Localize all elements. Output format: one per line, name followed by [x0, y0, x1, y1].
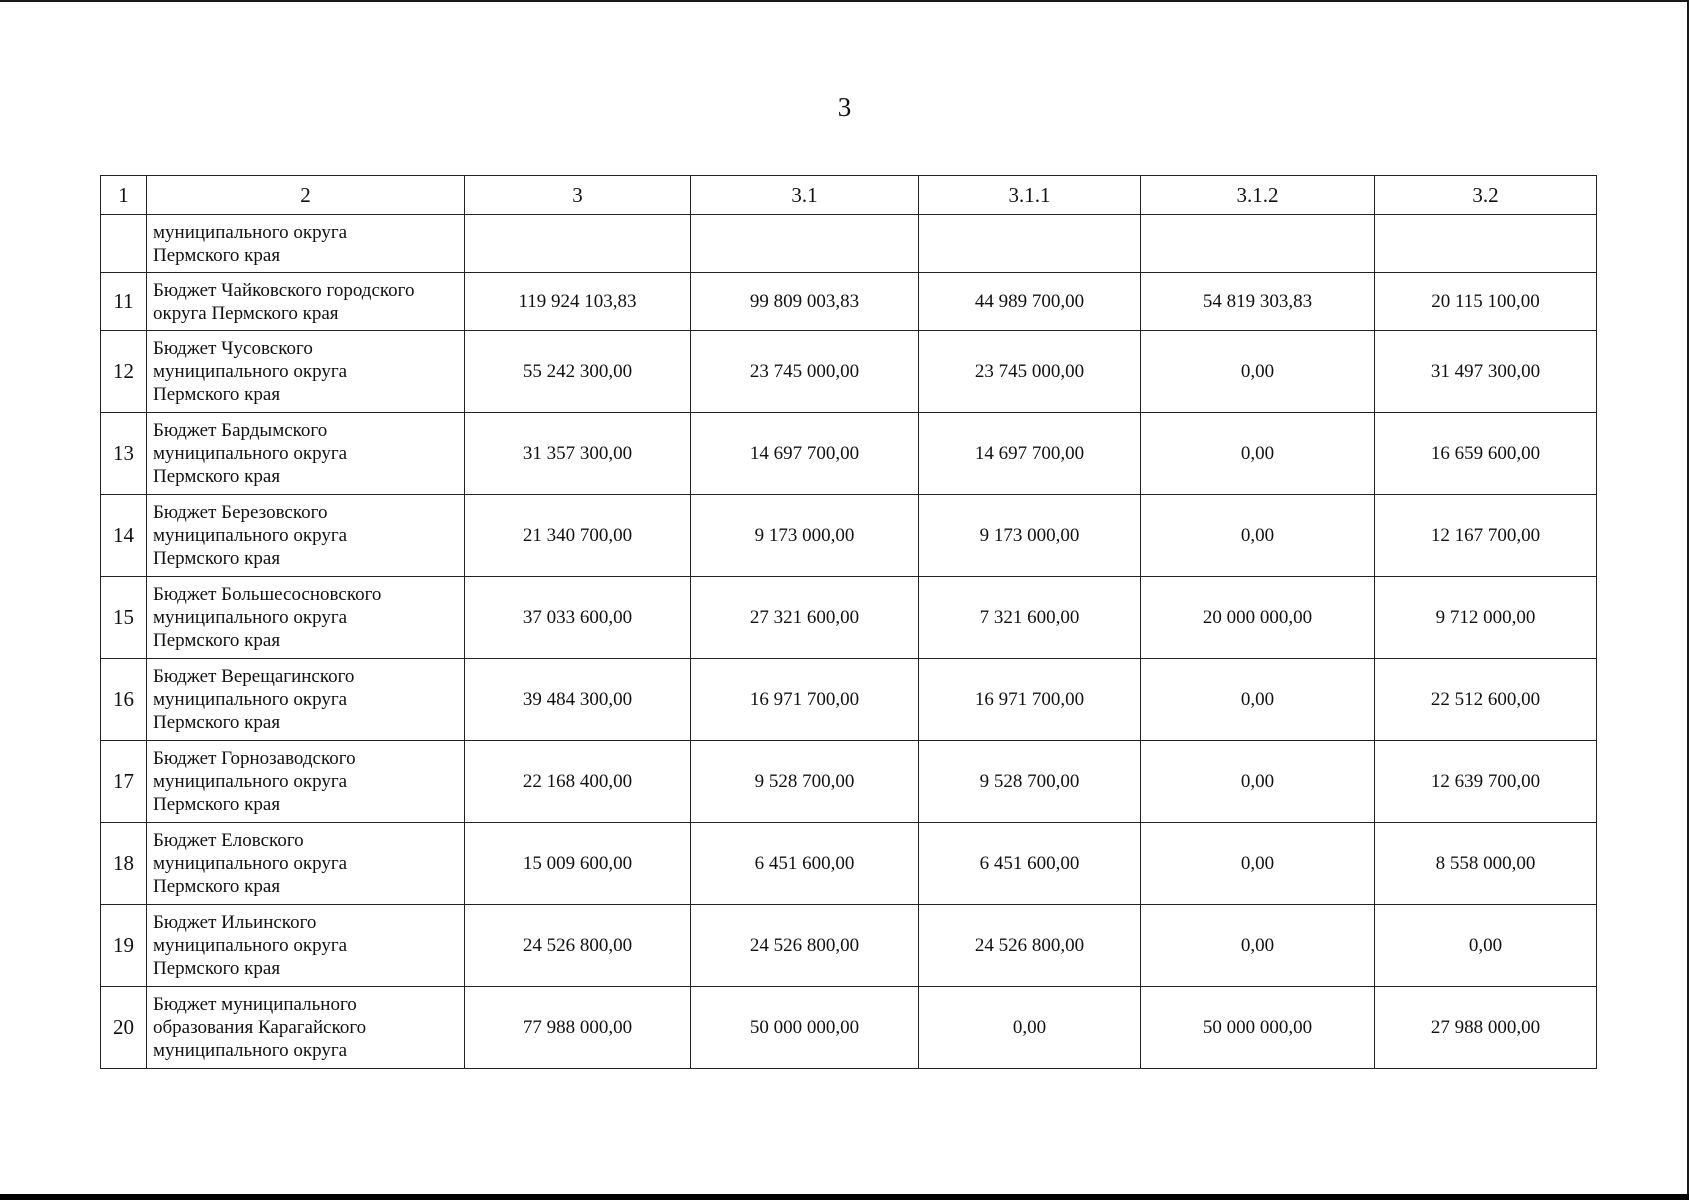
budget-name-cell: [147, 659, 465, 741]
header-cell-col3-1-2: 3.1.2: [1141, 176, 1375, 215]
scan-edge-top: [0, 0, 1689, 2]
table-row: [101, 905, 1597, 987]
row-number-cell: [101, 215, 147, 273]
amount-cell-col3: 37 033 600,00: [465, 577, 691, 659]
budget-name-line: Бюджет Чайковского городского: [153, 279, 415, 301]
budget-name-line: муниципального округа: [153, 221, 348, 243]
amount-cell-col3-1-2: 0,00: [1141, 413, 1375, 495]
header-cell-col1: 1: [101, 176, 147, 215]
amount-cell-col3-1-1: 24 526 800,00: [919, 905, 1141, 987]
amount-cell-col3-1: [691, 215, 919, 273]
amount-cell-col3-2: 27 988 000,00: [1375, 987, 1597, 1069]
budget-name-line: Пермского края: [153, 712, 281, 733]
budget-name-line: Бюджет Бардымского: [153, 420, 328, 441]
row-number-cell: 16: [101, 659, 147, 741]
budget-name-line: Пермского края: [153, 958, 281, 979]
budget-name-line: муниципального округа: [153, 935, 348, 956]
budget-name-cell: [147, 495, 465, 577]
amount-cell-col3-2: 12 639 700,00: [1375, 741, 1597, 823]
header-row: [101, 176, 1597, 215]
budget-name-line: муниципального округа: [153, 525, 348, 546]
amount-cell-col3-1: 24 526 800,00: [691, 905, 919, 987]
amount-cell-col3: [465, 215, 691, 273]
header-cell-col3-1-1: 3.1.1: [919, 176, 1141, 215]
budget-name-line: Бюджет Большесосновского: [153, 584, 382, 605]
budget-name-line: Бюджет Еловского: [153, 830, 304, 851]
row-number-cell: 13: [101, 413, 147, 495]
budget-name-line: Пермского края: [153, 548, 281, 569]
amount-cell-col3-1-1: 16 971 700,00: [919, 659, 1141, 741]
budget-name-line: муниципального округа: [153, 443, 348, 464]
amount-cell-col3: 119 924 103,83: [465, 273, 691, 331]
amount-cell-col3-1-1: [919, 215, 1141, 273]
amount-cell-col3-1-1: 23 745 000,00: [919, 331, 1141, 413]
table-row: [101, 331, 1597, 413]
budget-name-cell: [147, 331, 465, 413]
amount-cell-col3-1: 14 697 700,00: [691, 413, 919, 495]
amount-cell-col3-1-2: [1141, 215, 1375, 273]
budget-name-line: Пермского края: [153, 876, 281, 897]
scan-edge-bottom: [0, 1194, 1689, 1200]
amount-cell-col3: 55 242 300,00: [465, 331, 691, 413]
budget-name-line: Пермского края: [153, 630, 281, 651]
amount-cell-col3-1-1: 9 173 000,00: [919, 495, 1141, 577]
amount-cell-col3-1: 9 528 700,00: [691, 741, 919, 823]
amount-cell-col3-1-1: 9 528 700,00: [919, 741, 1141, 823]
table-row: [101, 273, 1597, 331]
amount-cell-col3-1: 9 173 000,00: [691, 495, 919, 577]
amount-cell-col3-1: 27 321 600,00: [691, 577, 919, 659]
header-cell-col3-1: 3.1: [691, 176, 919, 215]
table-row: [101, 413, 1597, 495]
table-body: [101, 215, 1597, 1069]
amount-cell-col3-1-2: 0,00: [1141, 823, 1375, 905]
table-row: [101, 577, 1597, 659]
budget-name-line: муниципального округа: [153, 853, 348, 874]
budget-name-line: Бюджет Горнозаводского: [153, 748, 356, 769]
row-number-cell: 11: [101, 273, 147, 331]
budget-name-cell: [147, 823, 465, 905]
amount-cell-col3-1-2: 0,00: [1141, 905, 1375, 987]
budget-name-cell: [147, 987, 465, 1069]
budget-table: [100, 175, 1597, 1069]
table-row: [101, 741, 1597, 823]
amount-cell-col3: 21 340 700,00: [465, 495, 691, 577]
amount-cell-col3-1-2: 50 000 000,00: [1141, 987, 1375, 1069]
row-number-cell: 14: [101, 495, 147, 577]
budget-name-line: Бюджет Березовского: [153, 502, 328, 523]
budget-name-line: образования Карагайского: [153, 1017, 367, 1038]
amount-cell-col3-1-2: 54 819 303,83: [1141, 273, 1375, 331]
amount-cell-col3: 39 484 300,00: [465, 659, 691, 741]
amount-cell-col3-2: 20 115 100,00: [1375, 273, 1597, 331]
amount-cell-col3-1-1: 14 697 700,00: [919, 413, 1141, 495]
row-number-cell: 17: [101, 741, 147, 823]
amount-cell-col3-1-1: 44 989 700,00: [919, 273, 1141, 331]
table-row: [101, 987, 1597, 1069]
budget-name-line: муниципального округа: [153, 607, 348, 628]
amount-cell-col3-2: 22 512 600,00: [1375, 659, 1597, 741]
row-number-cell: 15: [101, 577, 147, 659]
budget-name-line: Бюджет Ильинского: [153, 912, 317, 933]
budget-name-line: Бюджет Верещагинского: [153, 666, 355, 687]
table-row: [101, 215, 1597, 273]
amount-cell-col3-1-2: 0,00: [1141, 331, 1375, 413]
amount-cell-col3-1-1: 6 451 600,00: [919, 823, 1141, 905]
budget-name-line: округа Пермского края: [153, 302, 339, 324]
header-cell-col2: 2: [147, 176, 465, 215]
amount-cell-col3: 15 009 600,00: [465, 823, 691, 905]
budget-name-line: Бюджет муниципального: [153, 994, 357, 1015]
amount-cell-col3-1: 23 745 000,00: [691, 331, 919, 413]
amount-cell-col3: 31 357 300,00: [465, 413, 691, 495]
budget-name-line: Пермского края: [153, 384, 281, 405]
amount-cell-col3-2: 31 497 300,00: [1375, 331, 1597, 413]
budget-name-cell: [147, 413, 465, 495]
amount-cell-col3-1-2: 20 000 000,00: [1141, 577, 1375, 659]
budget-name-line: муниципального округа: [153, 1040, 348, 1061]
amount-cell-col3-1: 6 451 600,00: [691, 823, 919, 905]
amount-cell-col3-1-1: 7 321 600,00: [919, 577, 1141, 659]
amount-cell-col3-2: 8 558 000,00: [1375, 823, 1597, 905]
amount-cell-col3: 77 988 000,00: [465, 987, 691, 1069]
table-row: [101, 823, 1597, 905]
amount-cell-col3-1: 16 971 700,00: [691, 659, 919, 741]
budget-name-cell: [147, 273, 465, 331]
budget-name-line: муниципального округа: [153, 361, 348, 382]
budget-name-cell: [147, 215, 465, 273]
amount-cell-col3-1-2: 0,00: [1141, 659, 1375, 741]
budget-name-cell: [147, 741, 465, 823]
amount-cell-col3-1: 99 809 003,83: [691, 273, 919, 331]
budget-name-cell: [147, 577, 465, 659]
amount-cell-col3-2: 12 167 700,00: [1375, 495, 1597, 577]
page-number: 3: [837, 92, 852, 122]
amount-cell-col3-2: 9 712 000,00: [1375, 577, 1597, 659]
budget-name-line: Пермского края: [153, 466, 281, 487]
budget-name-line: муниципального округа: [153, 689, 348, 710]
row-number-cell: 12: [101, 331, 147, 413]
amount-cell-col3-2: [1375, 215, 1597, 273]
header-cell-col3-2: 3.2: [1375, 176, 1597, 215]
amount-cell-col3-1: 50 000 000,00: [691, 987, 919, 1069]
row-number-cell: 18: [101, 823, 147, 905]
budget-name-line: Пермского края: [153, 794, 281, 815]
amount-cell-col3-2: 16 659 600,00: [1375, 413, 1597, 495]
amount-cell-col3-1-2: 0,00: [1141, 741, 1375, 823]
amount-cell-col3: 22 168 400,00: [465, 741, 691, 823]
amount-cell-col3-1-1: 0,00: [919, 987, 1141, 1069]
amount-cell-col3: 24 526 800,00: [465, 905, 691, 987]
row-number-cell: 19: [101, 905, 147, 987]
amount-cell-col3-1-2: 0,00: [1141, 495, 1375, 577]
table-row: [101, 495, 1597, 577]
row-number-cell: 20: [101, 987, 147, 1069]
table-row: [101, 659, 1597, 741]
header-cell-col3: 3: [465, 176, 691, 215]
budget-name-cell: [147, 905, 465, 987]
budget-name-line: муниципального округа: [153, 771, 348, 792]
budget-name-line: Бюджет Чусовского: [153, 338, 313, 359]
amount-cell-col3-2: 0,00: [1375, 905, 1597, 987]
budget-name-line: Пермского края: [153, 244, 281, 266]
